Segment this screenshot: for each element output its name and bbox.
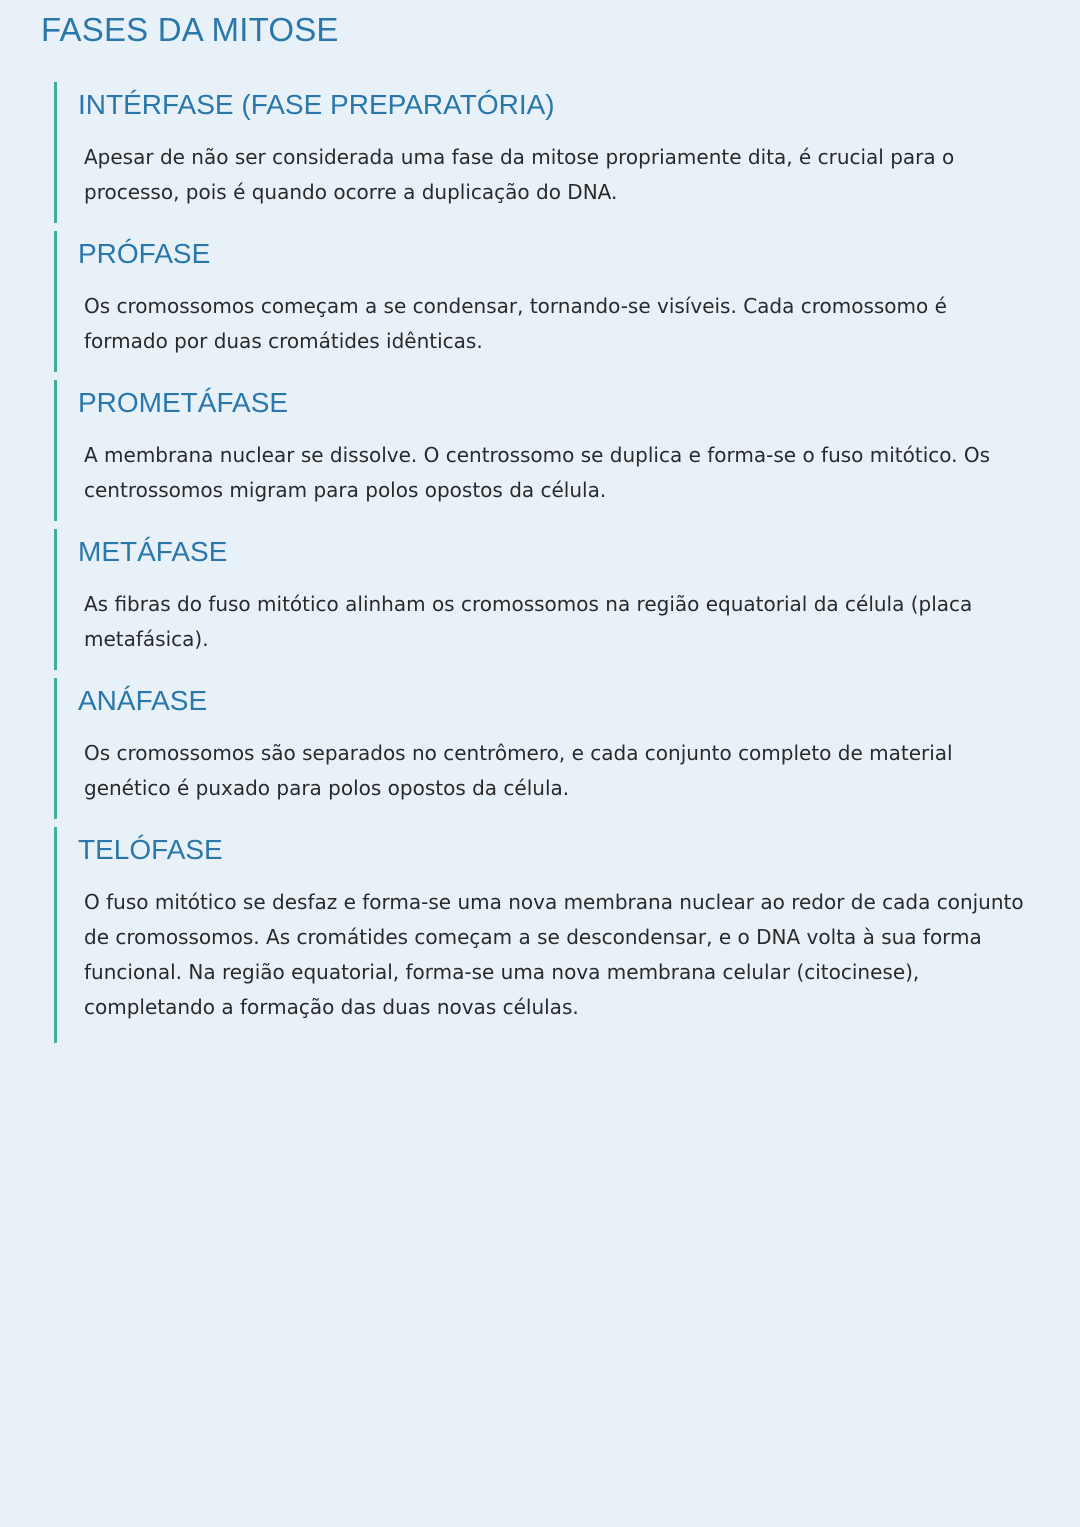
phase-description: A membrana nuclear se dissolve. O centrossomo se duplica e forma-se o fuso mitótico. Os centrossomos migram para polos opostos da célula. <box>84 443 991 502</box>
phase-description: O fuso mitótico se desfaz e forma-se uma nova membrana nuclear ao redor de cada conjunto de cromossomos. As cromátides começam a se descondensar, e o DNA volta à sua forma funcional. Na região equatorial, forma-se uma nova membrana celular (citocinese), completando a formação das duas novas células. <box>84 890 1024 1019</box>
phase-description: Os cromossomos começam a se condensar, tornando-se visíveis. Cada cromossomo é formado por duas cromátides idênticas. <box>84 294 947 353</box>
page-title: FASES DA MITOSE <box>41 11 339 48</box>
phase-section-anafase <box>54 678 1034 819</box>
phase-section-telofase <box>54 827 1034 1043</box>
phase-title: INTÉRFASE (FASE PREPARATÓRIA) <box>78 89 555 120</box>
phase-title: TELÓFASE <box>78 834 223 865</box>
phase-title: ANÁFASE <box>78 685 208 716</box>
phase-section-metafase <box>54 529 1034 670</box>
phase-description: Os cromossomos são separados no centrômero, e cada conjunto completo de material genético é puxado para polos opostos da célula. <box>84 741 953 800</box>
phase-section-prometafase <box>54 380 1034 521</box>
phase-section-interfase <box>54 82 1034 223</box>
phase-title: PROMETÁFASE <box>78 387 289 418</box>
phase-section-profase <box>54 231 1034 372</box>
phase-description: Apesar de não ser considerada uma fase da mitose propriamente dita, é crucial para o processo, pois é quando ocorre a duplicação do DNA. <box>84 145 955 204</box>
phase-description: As fibras do fuso mitótico alinham os cromossomos na região equatorial da célula (placa metafásica). <box>84 592 973 651</box>
phase-title: METÁFASE <box>78 536 228 567</box>
phase-list <box>54 82 1034 1051</box>
phase-title: PRÓFASE <box>78 238 211 269</box>
